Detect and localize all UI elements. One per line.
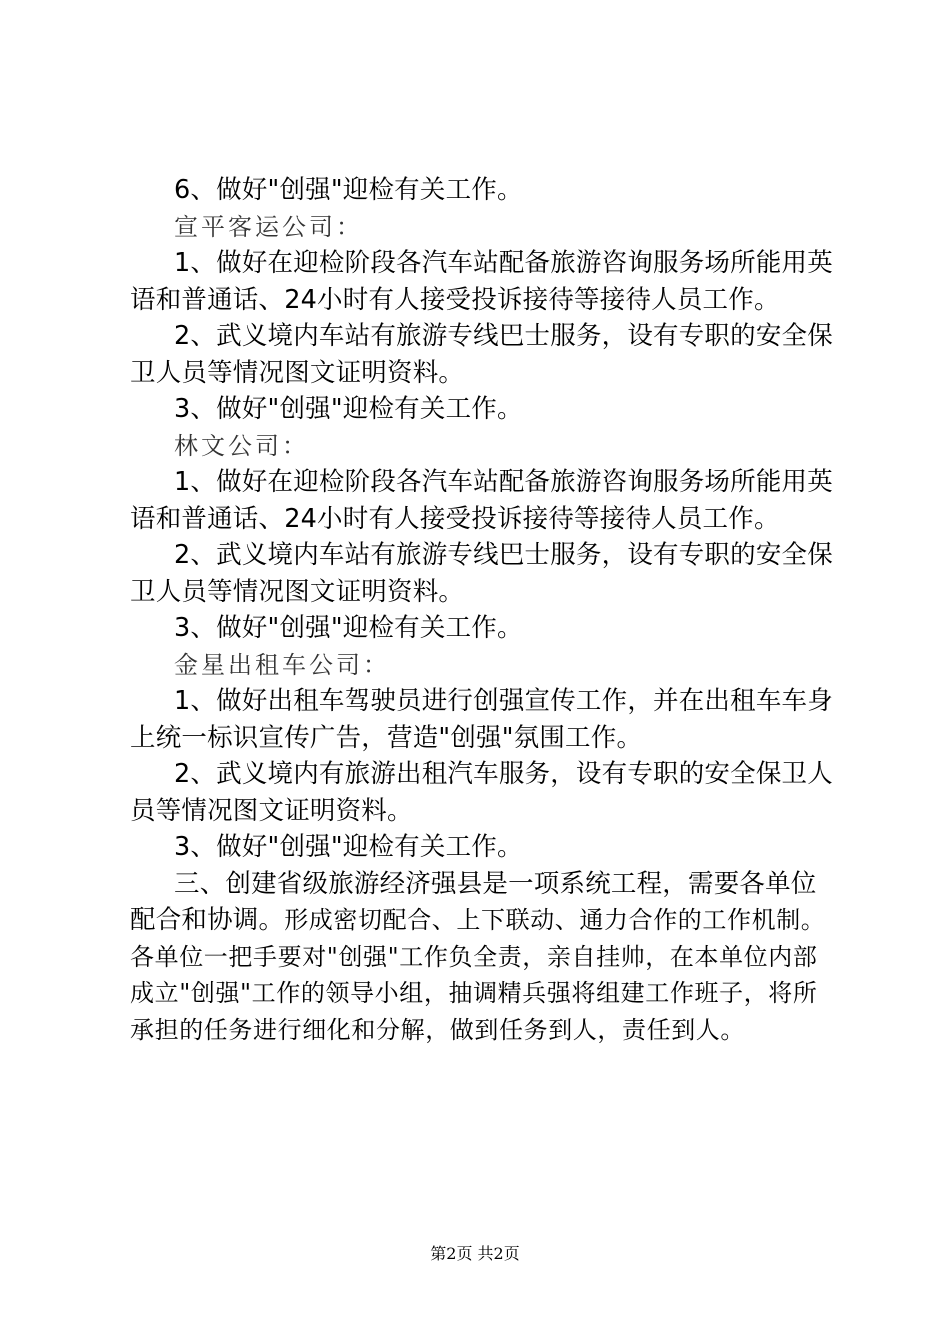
paragraph-item: 6、做好"创强"迎检有关工作。 <box>174 175 523 205</box>
page-number-footer: 第2页 共2页 <box>430 1244 520 1263</box>
paragraph-item: 2、武义境内车站有旅游专线巴士服务，设有专职的安全保卫人员等情况图文证明资料。 <box>130 540 833 607</box>
paragraph-item: 3、做好"创强"迎检有关工作。 <box>174 832 523 862</box>
document-body <box>130 172 834 1048</box>
paragraph-item: 3、做好"创强"迎检有关工作。 <box>174 394 523 424</box>
paragraph-item: 1、做好出租车驾驶员进行创强宣传工作，并在出租车车身上统一标识宣传广告，营造"创强"氛围工作。 <box>130 686 833 753</box>
company-heading: 林文公司： <box>174 431 309 460</box>
company-heading: 宣平客运公司： <box>174 212 363 241</box>
paragraph-item: 2、武义境内有旅游出租汽车服务，设有专职的安全保卫人员等情况图文证明资料。 <box>130 759 833 826</box>
paragraph-item: 1、做好在迎检阶段各汽车站配备旅游咨询服务场所能用英语和普通话、24小时有人接受投诉接待等接待人员工作。 <box>130 467 833 534</box>
paragraph-item: 2、武义境内车站有旅游专线巴士服务，设有专职的安全保卫人员等情况图文证明资料。 <box>130 321 833 388</box>
company-heading: 金星出租车公司： <box>174 650 390 679</box>
closing-part-2: 形成密切配合、上下联动、通力合作的工作机制。各单位一把手要对"创强"工作负全责，亲自挂帅，在本单位内部成立"创强"工作的领导小组，抽调精兵强将组建工作班子，将所承担的任务进行细化和分解，做到任务到人，责任到人。 <box>130 906 826 1044</box>
closing-paragraph <box>130 866 834 1049</box>
closing-part-1: 三、创建省级旅游经济强县是一项系统工程，需要各单位配合和协调。 <box>130 868 817 935</box>
paragraph-item: 3、做好"创强"迎检有关工作。 <box>174 613 523 643</box>
paragraph-item: 1、做好在迎检阶段各汽车站配备旅游咨询服务场所能用英语和普通话、24小时有人接受投诉接待等接待人员工作。 <box>130 248 833 315</box>
